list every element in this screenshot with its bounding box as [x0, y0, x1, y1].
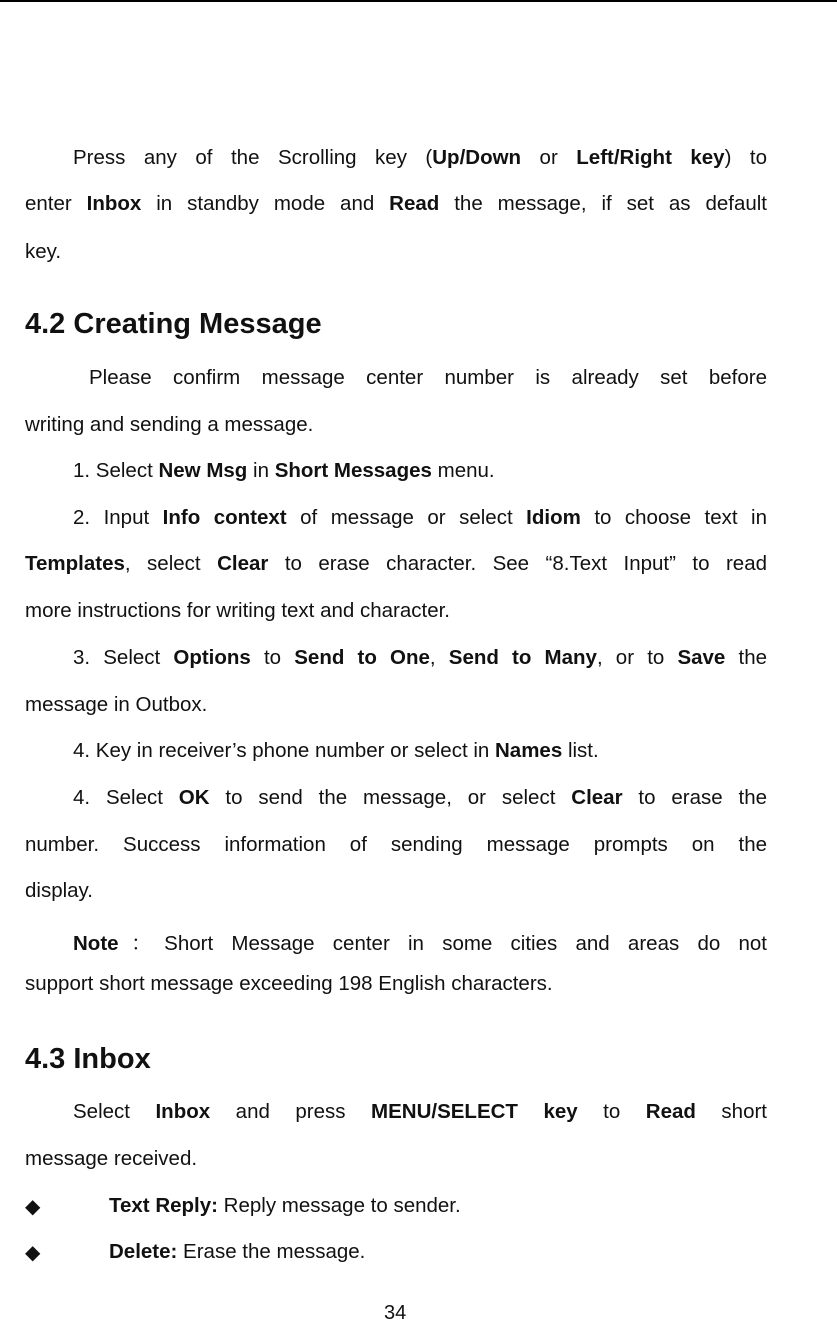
section-heading-4-2: 4.2 Creating Message — [25, 308, 322, 340]
diamond-bullet-icon: ◆ — [25, 1242, 41, 1264]
diamond-bullet-icon: ◆ — [25, 1196, 41, 1218]
intro-line-3: key. — [25, 240, 62, 263]
s42-note-line2: support short message exceeding 198 English characters. — [25, 972, 553, 995]
s42-item4: 4. Key in receiver’s phone number or select in Names list. — [73, 739, 599, 762]
section-heading-4-3: 4.3 Inbox — [25, 1043, 151, 1075]
s43-para1-line2: message received. — [25, 1147, 198, 1170]
intro-line-1: Press any of the Scrolling key (Up/Down or Left/Right key) to — [73, 146, 767, 169]
top-rule — [0, 0, 837, 2]
s42-item5-line1: 4. Select OK to send the message, or select Clear to erase the — [73, 786, 767, 809]
s42-item2-line3: more instructions for writing text and character. — [25, 599, 450, 622]
s42-item1: 1. Select New Msg in Short Messages menu. — [73, 459, 495, 482]
intro-line-2: enter Inbox in standby mode and Read the message, if set as default — [25, 192, 768, 215]
s42-item5-line2: number. Success information of sending message prompts on the — [25, 833, 767, 856]
s42-para1-line1: Please confirm message center number is already set before — [89, 366, 767, 389]
s42-item2-line1: 2. Input Info context of message or select Idiom to choose text in — [73, 506, 767, 529]
s42-note-line1: Note：Short Message center in some cities and areas do not — [73, 932, 767, 955]
s43-bullet-delete: Delete: Erase the message. — [109, 1240, 366, 1263]
s42-item2-line2: Templates, select Clear to erase character. See “8.Text Input” to read — [25, 552, 767, 575]
s42-item3-line2: message in Outbox. — [25, 693, 208, 716]
s43-para1-line1: Select Inbox and press MENU/SELECT key to Read short — [73, 1100, 767, 1123]
s43-bullet-text-reply: Text Reply: Reply message to sender. — [109, 1194, 461, 1217]
s42-item5-line3: display. — [25, 879, 93, 902]
s42-item3-line1: 3. Select Options to Send to One, Send to Many, or to Save the — [73, 646, 767, 669]
s42-para1-line2: writing and sending a message. — [25, 413, 314, 436]
page-number: 34 — [384, 1302, 407, 1324]
